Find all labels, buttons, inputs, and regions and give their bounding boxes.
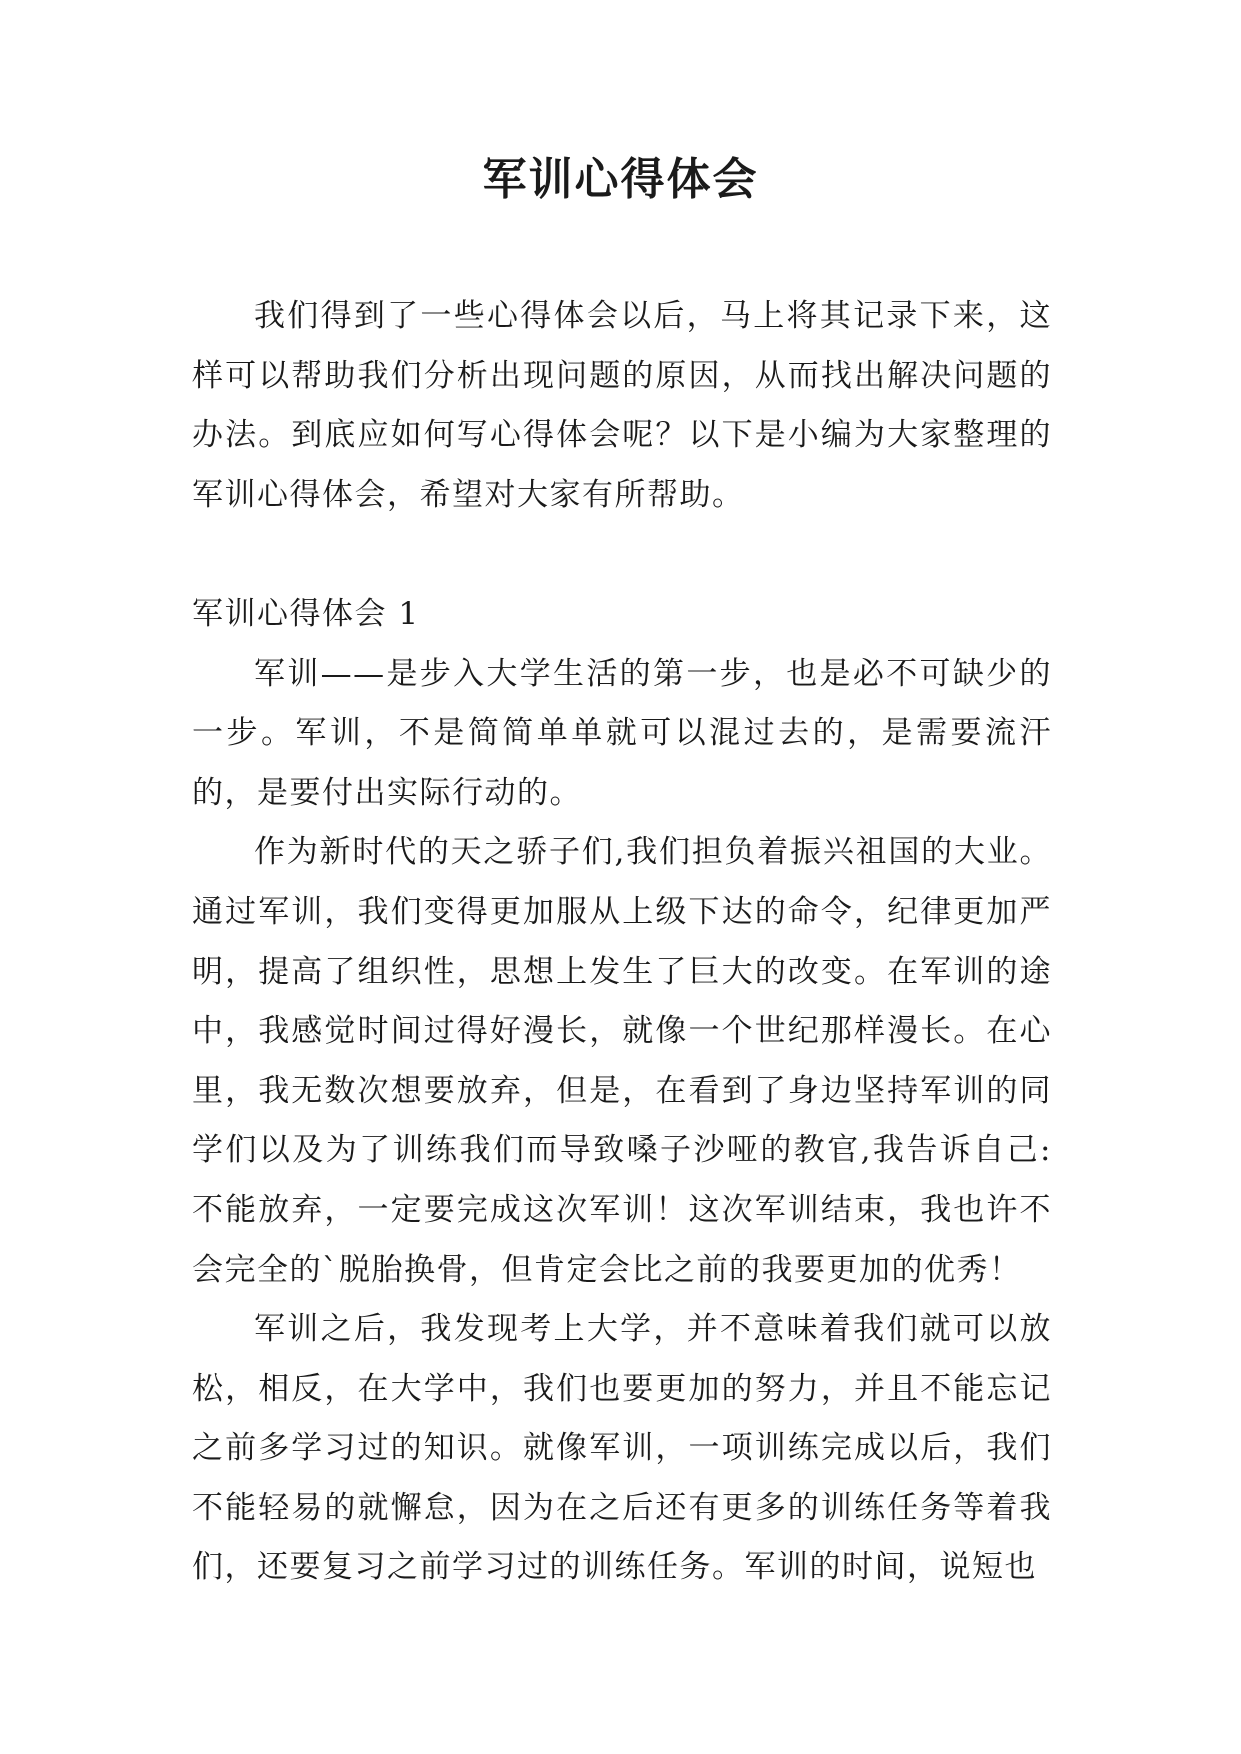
document-title: 军训心得体会 bbox=[482, 154, 759, 205]
body-paragraph-2: 作为新时代的天之骄子们,我们担负着振兴祖国的大业。通过军训，我们变得更加服从上级下达的命令，纪律更加严明，提高了组织性，思想上发生了巨大的改变。在军训的途中，我感觉时间过得好漫长，就像一个世纪那样漫长。在心里，我无数次想要放弃，但是，在看到了身边坚持军训的同学们以及为了训练我们而导致嗓子沙哑的教官,我告诉自己:不能放弃，一定要完成这次军训！这次军训结束，我也许不会完全的`脱胎换骨，但肯定会比之前的我要更加的优秀！ bbox=[192, 834, 1052, 1288]
body-paragraph-1: 军训——是步入大学生活的第一步，也是必不可缺少的一步。军训，不是简简单单就可以混过去的，是需要流汗的，是要付出实际行动的。 bbox=[192, 655, 1052, 811]
document-body bbox=[192, 287, 1052, 1598]
intro-paragraph: 我们得到了一些心得体会以后，马上将其记录下来，这样可以帮助我们分析出现问题的原因，从而找出解决问题的办法。到底应如何写心得体会呢？以下是小编为大家整理的军训心得体会，希望对大家有所帮助。 bbox=[192, 298, 1052, 513]
section-heading: 军训心得体会 1 bbox=[192, 595, 420, 632]
body-paragraph-3: 军训之后，我发现考上大学，并不意味着我们就可以放松，相反，在大学中，我们也要更加的努力，并且不能忘记之前多学习过的知识。就像军训，一项训练完成以后，我们不能轻易的就懈怠，因为在之后还有更多的训练任务等着我们，还要复习之前学习过的训练任务。军训的时间，说短也 bbox=[192, 1311, 1052, 1586]
paragraph-spacer bbox=[192, 525, 1052, 585]
